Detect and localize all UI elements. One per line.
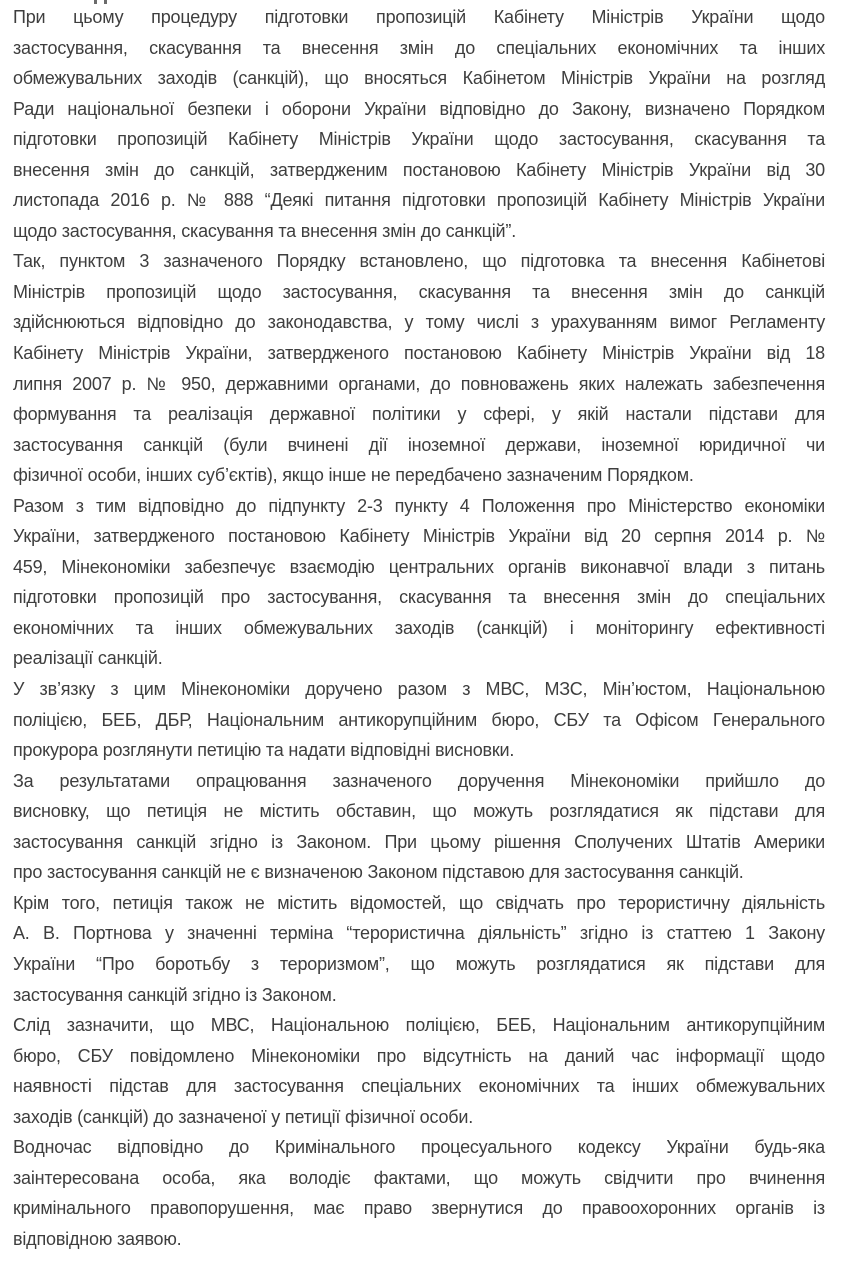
text-line: здійснюються відповідно до законодавства, у тому числі з урахуванням вимог Регламенту — [13, 312, 825, 333]
text-line: фізичної особи, інших суб’єктів), якщо інше не передбачено зазначеним Порядком. — [13, 465, 694, 486]
text-line: підготовки пропозицій Кабінету Міністрів України щодо застосування, скасування та — [13, 129, 825, 150]
text-line: відповідною заявою. — [13, 1228, 182, 1249]
paragraph — [13, 491, 825, 674]
paragraph — [13, 1010, 825, 1132]
text-line: внесення змін до санкцій, затвердженим постановою Кабінету Міністрів України від 30 — [13, 159, 825, 180]
text-line: наявності підстав для застосування спеціальних економічних та інших обмежувальних — [13, 1076, 825, 1097]
paragraph — [13, 1132, 825, 1254]
text-line: Кабінету Міністрів України, затвердженого постановою Кабінету Міністрів України від 18 — [13, 343, 825, 364]
text-line: застосування санкцій (були вчинені дії іноземної держави, іноземної юридичної чи — [13, 434, 825, 455]
text-line: України “Про боротьбу з тероризмом”, що можуть розглядатися як підстави для — [13, 953, 825, 974]
text-line: прокурора розглянути петицію та надати відповідні висновки. — [13, 740, 515, 761]
paragraph — [13, 766, 825, 888]
text-line: 459, Мінекономіки забезпечує взаємодію центральних органів виконавчої влади з питань — [13, 556, 825, 577]
text-line: застосування санкцій згідно із Законом. — [13, 984, 337, 1005]
paragraph — [13, 674, 825, 766]
text-line: обмежувальних заходів (санкцій), що вносяться Кабінетом Міністрів України на розгляд — [13, 68, 825, 89]
text-line: кримінального правопорушення, має право звернутися до правоохоронних органів із — [13, 1198, 825, 1219]
paragraph — [13, 888, 825, 1010]
text-line: Міністрів пропозицій щодо застосування, скасування та внесення змін до санкцій — [13, 281, 825, 302]
text-line: Так, пунктом 3 зазначеного Порядку встановлено, що підготовка та внесення Кабінетові — [13, 251, 825, 272]
text-line: листопада 2016 р. № 888 “Деякі питання підготовки пропозицій Кабінету Міністрів України — [13, 190, 825, 211]
paragraph — [13, 2, 825, 246]
text-line: поліцією, БЕБ, ДБР, Національним антикорупційним бюро, СБУ та Офісом Генерального — [13, 709, 825, 730]
text-line: про застосування санкцій не є визначеною Законом підставою для застосування санкцій. — [13, 862, 744, 883]
text-line: України, затвердженого постановою Кабінету Міністрів України від 20 серпня 2014 р. № — [13, 526, 825, 547]
text-line: реалізації санкцій. — [13, 648, 163, 669]
text-line: За результатами опрацювання зазначеного доручення Мінекономіки прийшло до — [13, 770, 825, 791]
text-line: економічних та інших обмежувальних заходів (санкцій) і моніторингу ефективності — [13, 617, 825, 638]
text-line: щодо застосування, скасування та внесення змін до санкцій”. — [13, 220, 517, 241]
text-line: У зв’язку з цим Мінекономіки доручено разом з МВС, МЗС, Мін’юстом, Національною — [13, 679, 825, 700]
text-line: бюро, СБУ повідомлено Мінекономіки про відсутність на даний час інформації щодо — [13, 1045, 825, 1066]
text-line: заінтересована особа, яка володіє фактами, що можуть свідчити про вчинення — [13, 1167, 825, 1188]
document-text — [13, 2, 825, 1254]
text-line: Разом з тим відповідно до підпункту 2-3 пункту 4 Положення про Міністерство економіки — [13, 495, 825, 516]
text-line: А. В. Портнова у значенні терміна “терористична діяльність” згідно із статтею 1 Закону — [13, 923, 825, 944]
text-line: При цьому процедуру підготовки пропозицій Кабінету Міністрів України щодо — [13, 7, 825, 27]
text-line: застосування санкцій згідно із Законом. При цьому рішення Сполучених Штатів Америки — [13, 831, 825, 852]
text-line: Крім того, петиція також не містить відомостей, що свідчать про терористичну діяльність — [13, 892, 825, 913]
text-line: Ради національної безпеки і оборони України відповідно до Закону, визначено Порядком — [13, 98, 825, 119]
text-line: висновку, що петиція не містить обставин, що можуть розглядатися як підстави для — [13, 801, 825, 822]
paragraph — [13, 246, 825, 490]
text-line: липня 2007 р. № 950, державними органами, до повноважень яких належать забезпечення — [13, 373, 825, 394]
text-line: Слід зазначити, що МВС, Національною поліцією, БЕБ, Національним антикорупційним — [13, 1015, 825, 1036]
text-line: застосування, скасування та внесення змін до спеціальних економічних та інших — [13, 37, 825, 58]
text-line: підготовки пропозицій про застосування, скасування та внесення змін до спеціальних — [13, 587, 825, 608]
text-line: Водночас відповідно до Кримінального процесуального кодексу України будь-яка — [13, 1137, 825, 1158]
text-line: заходів (санкцій) до зазначеної у петиції фізичної особи. — [13, 1106, 474, 1127]
text-line: формування та реалізація державної політики у сфері, у якій настали підстави для — [13, 404, 825, 425]
